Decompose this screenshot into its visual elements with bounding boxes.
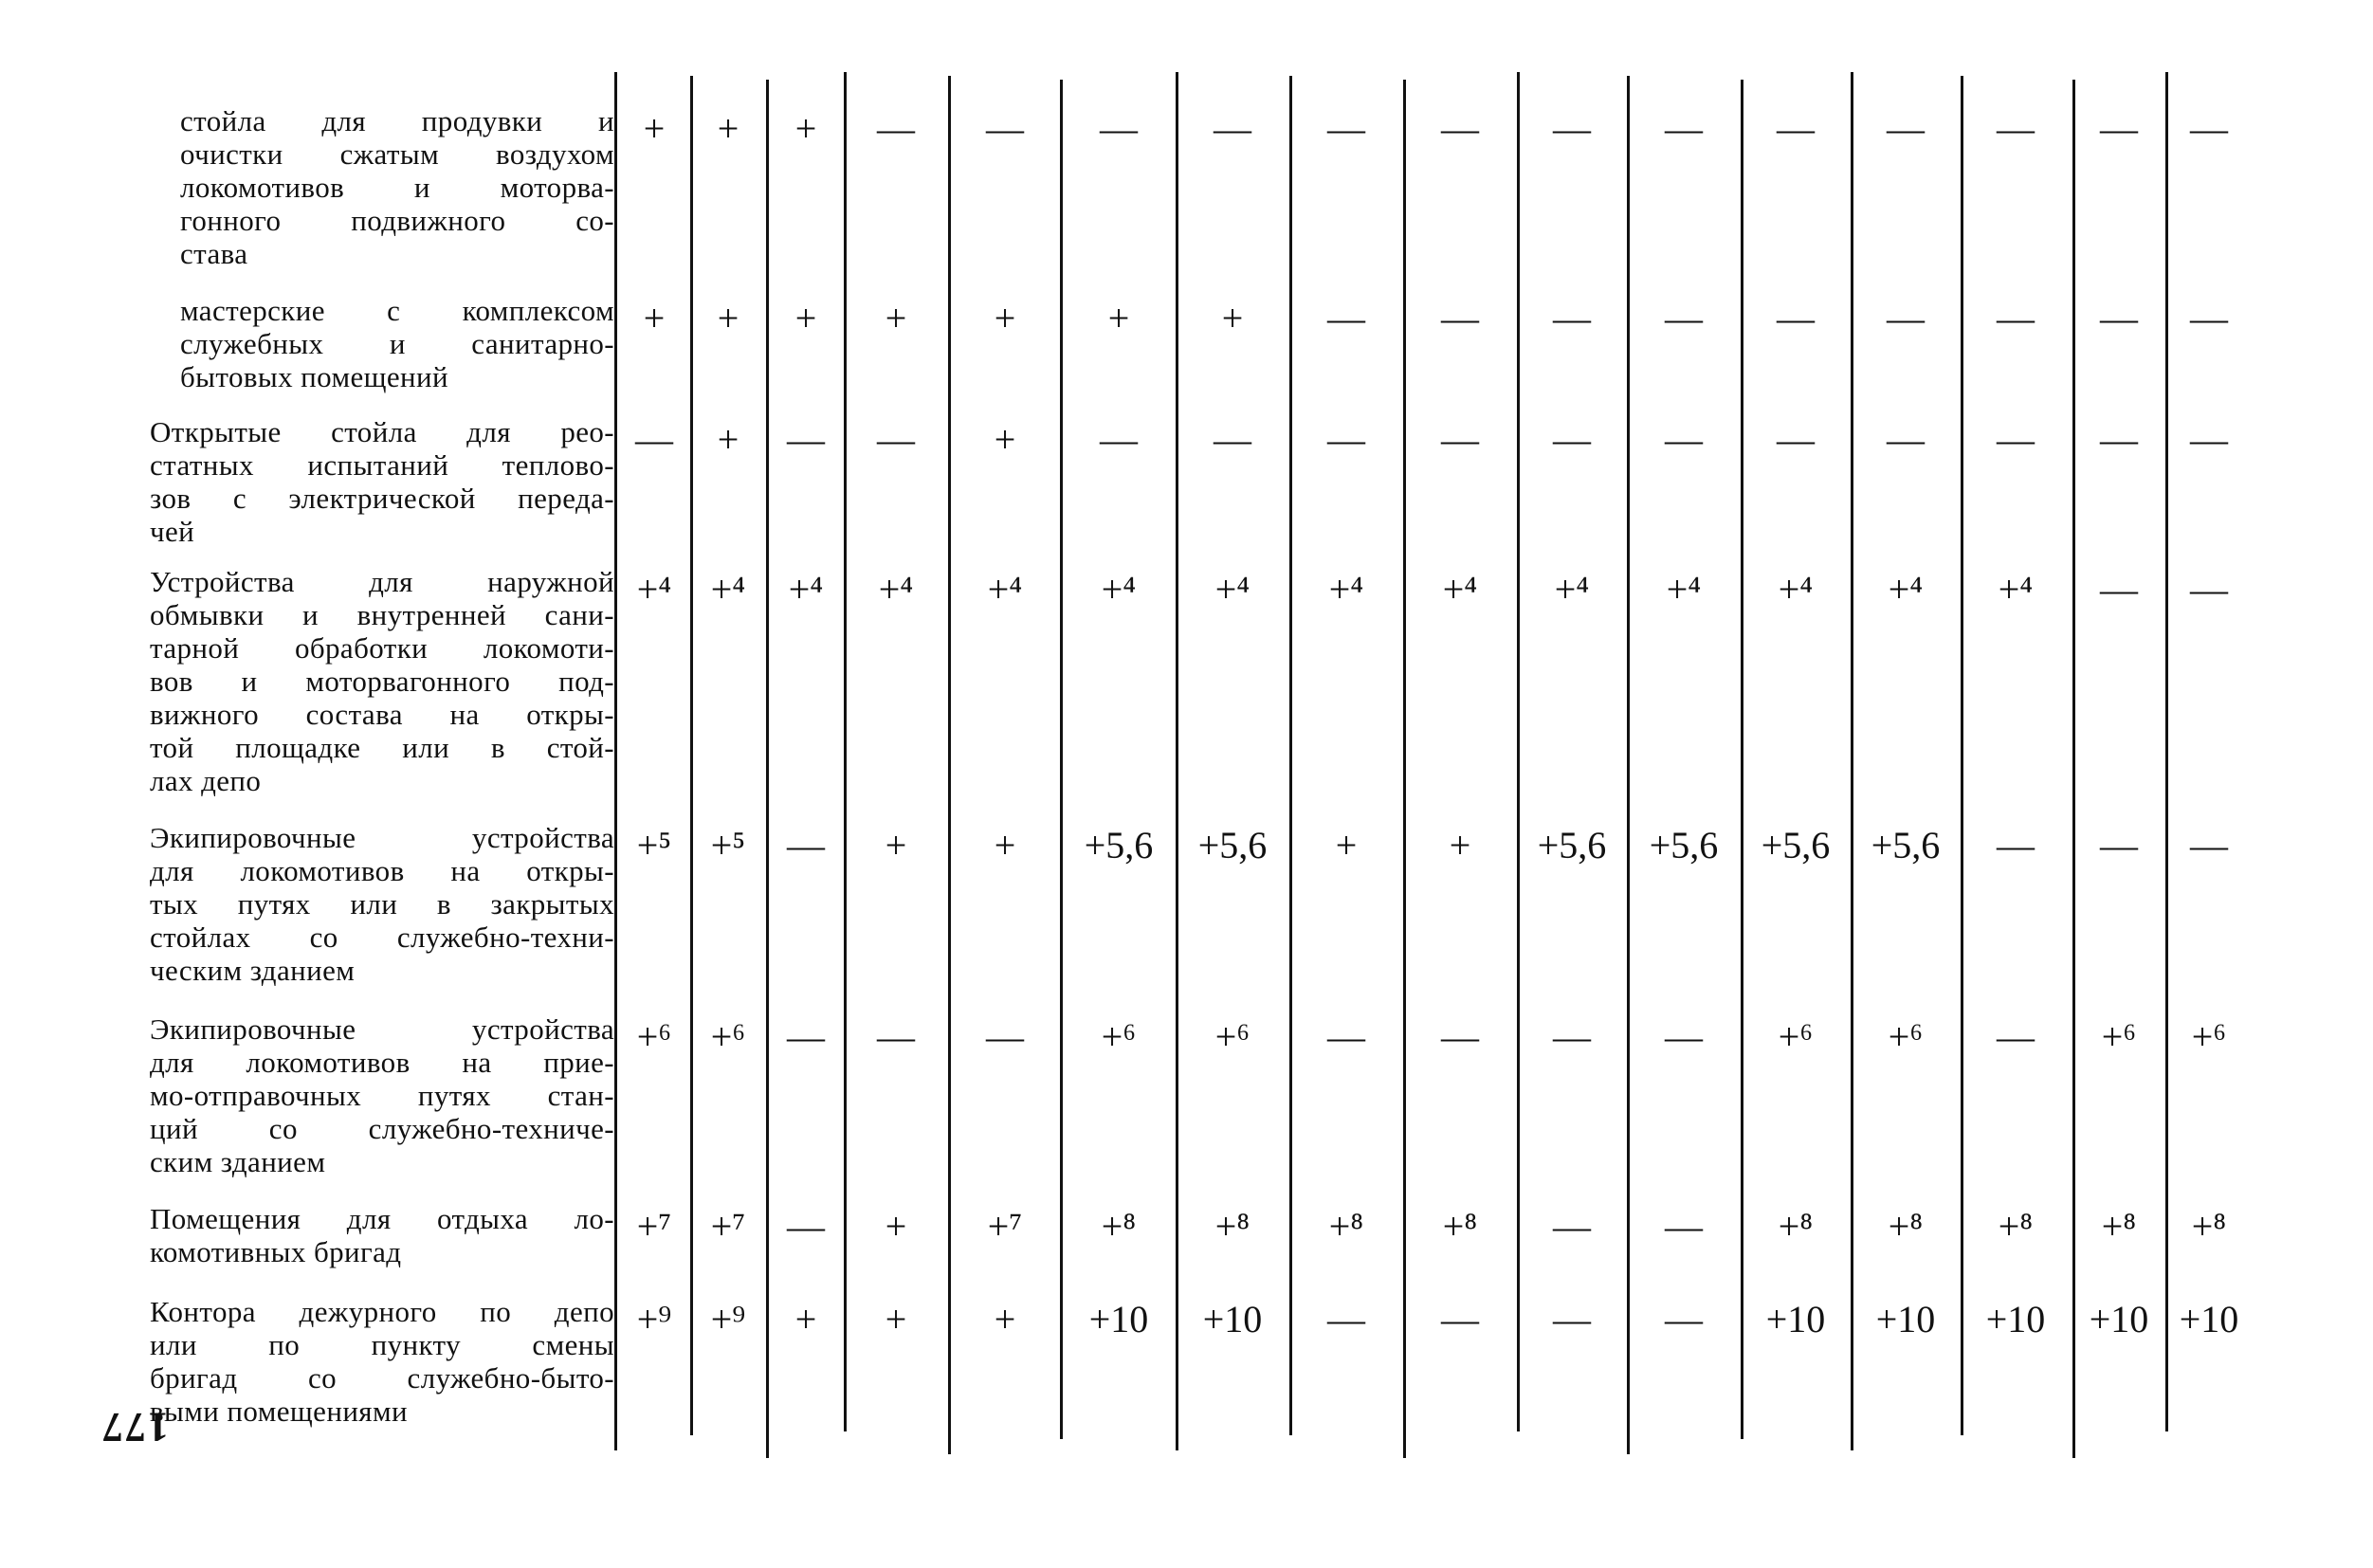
row-label-blow-stall — [180, 104, 614, 270]
table-cell: +⁸ — [1998, 1205, 2034, 1248]
row-label-line: обмывки и внутренней сани- — [150, 598, 614, 631]
table-cell: — — [2190, 824, 2228, 866]
table-cell: +5,6 — [1649, 824, 1719, 866]
row-label-rest-rooms — [150, 1202, 614, 1268]
table-cell: + — [1449, 824, 1471, 866]
table-cell: — — [986, 1015, 1024, 1058]
table-cell: — — [1327, 418, 1365, 461]
table-cell: — — [2190, 418, 2228, 461]
table-cell: +10 — [1088, 1298, 1149, 1340]
table-cell: + — [1221, 297, 1244, 339]
row-label-line: Открытые стойла для рео- — [150, 415, 614, 448]
table-cell: — — [2100, 418, 2138, 461]
table-cell: — — [1214, 107, 1251, 150]
row-label-line: Контора дежурного по депо — [150, 1295, 614, 1328]
table-cell: +⁶ — [710, 1015, 746, 1058]
row-label-line: тарной обработки локомоти- — [150, 631, 614, 665]
table-cell: — — [1327, 107, 1365, 150]
table-cell: — — [1553, 1205, 1591, 1248]
table-cell: +10 — [1875, 1298, 1936, 1340]
row-label-line: бытовых помещений — [180, 360, 449, 393]
column-rule — [2072, 80, 2075, 1458]
table-cell: +10 — [2179, 1298, 2239, 1340]
table-cell: — — [1997, 824, 2035, 866]
table-cell: +⁴ — [1214, 568, 1250, 611]
table-cell: — — [1665, 418, 1703, 461]
table-cell: +⁴ — [1778, 568, 1814, 611]
table-cell: +⁸ — [2101, 1205, 2137, 1248]
table-cell: +⁴ — [1888, 568, 1924, 611]
table-cell: — — [1665, 297, 1703, 339]
table-cell: +⁴ — [878, 568, 914, 611]
table-cell: — — [1887, 107, 1925, 150]
table-cell: +⁹ — [710, 1298, 746, 1340]
row-label-line: выми помещениями — [150, 1395, 408, 1428]
table-cell: — — [1327, 297, 1365, 339]
row-label-line: Помещения для отдыха ло- — [150, 1202, 614, 1235]
row-label-line: мастерские с комплексом — [180, 294, 614, 327]
table-cell: — — [787, 824, 825, 866]
column-rule — [1403, 80, 1406, 1458]
table-cell: +10 — [1202, 1298, 1263, 1340]
table-cell: — — [2190, 107, 2228, 150]
table-cell: +⁴ — [1442, 568, 1478, 611]
table-cell: +5,6 — [1197, 824, 1268, 866]
table-cell: +⁹ — [636, 1298, 672, 1340]
table-cell: + — [994, 418, 1016, 461]
row-label-line: служебных и санитарно- — [180, 327, 614, 360]
row-label-line: бригад со служебно-быто- — [150, 1361, 614, 1395]
column-rule — [948, 76, 951, 1454]
table-cell: — — [2100, 568, 2138, 611]
row-label-line: ским зданием — [150, 1145, 326, 1178]
table-cell: +⁴ — [1101, 568, 1137, 611]
table-cell: +⁶ — [636, 1015, 672, 1058]
table-cell: +⁶ — [1778, 1015, 1814, 1058]
table-cell: +⁸ — [1778, 1205, 1814, 1248]
table-cell: — — [1441, 297, 1479, 339]
row-label-line: гонного подвижного со- — [180, 204, 614, 237]
table-cell: +⁵ — [710, 824, 746, 866]
column-rule — [1060, 80, 1063, 1439]
table-cell: — — [986, 107, 1024, 150]
table-cell: — — [2190, 568, 2228, 611]
table-cell: +⁶ — [1888, 1015, 1924, 1058]
table-cell: — — [1327, 1298, 1365, 1340]
column-rule — [766, 80, 769, 1458]
table-cell: — — [1887, 418, 1925, 461]
table-cell: — — [1553, 1298, 1591, 1340]
row-label-line: Устройства для наружной — [150, 565, 614, 598]
row-label-line: Экипировочные устройства — [150, 821, 614, 854]
row-label-line: локомотивов и моторва- — [180, 171, 614, 204]
table-cell: +⁶ — [1101, 1015, 1137, 1058]
table-cell: — — [1997, 107, 2035, 150]
row-label-line: стойлах со служебно-техни- — [150, 921, 614, 954]
table-cell: + — [643, 107, 666, 150]
table-cell: — — [877, 418, 915, 461]
row-label-line: става — [180, 237, 248, 270]
row-label-line: Экипировочные устройства — [150, 1012, 614, 1046]
table-cell: + — [994, 1298, 1016, 1340]
row-label-line: ческим зданием — [150, 954, 356, 987]
table-cell: + — [794, 297, 817, 339]
table-cell: — — [1887, 297, 1925, 339]
row-label-workshops — [180, 294, 614, 393]
table-cell: +⁸ — [1888, 1205, 1924, 1248]
table-cell: +⁸ — [1328, 1205, 1364, 1248]
table-cell: — — [2100, 824, 2138, 866]
column-rule — [1627, 76, 1630, 1454]
table-cell: + — [717, 107, 739, 150]
table-cell: — — [787, 1205, 825, 1248]
table-cell: — — [1214, 418, 1251, 461]
table-cell: +⁴ — [788, 568, 824, 611]
table-cell: +⁸ — [2191, 1205, 2227, 1248]
page-number: 177 — [100, 1404, 169, 1450]
table-cell: +⁶ — [2191, 1015, 2227, 1058]
table-cell: — — [1997, 297, 2035, 339]
table-cell: +⁴ — [987, 568, 1023, 611]
table-cell: — — [1441, 1298, 1479, 1340]
table-cell: — — [1553, 297, 1591, 339]
table-cell: — — [2100, 297, 2138, 339]
column-rule — [1289, 76, 1292, 1435]
row-label-line: чей — [150, 515, 195, 548]
table-cell: +⁵ — [636, 824, 672, 866]
table-cell: + — [885, 1205, 907, 1248]
table-cell: + — [994, 297, 1016, 339]
table-cell: +⁷ — [710, 1205, 746, 1248]
table-cell: +5,6 — [1761, 824, 1831, 866]
row-label-line: тых путях или в закрытых — [150, 887, 614, 921]
table-cell: — — [1665, 107, 1703, 150]
table-cell: — — [1100, 418, 1138, 461]
table-cell: — — [1777, 418, 1815, 461]
table-cell: — — [1441, 1015, 1479, 1058]
row-label-line: вижного состава на откры- — [150, 698, 614, 731]
row-label-duty-office — [150, 1295, 614, 1428]
table-cell: + — [794, 1298, 817, 1340]
row-label-line: для локомотивов на откры- — [150, 854, 614, 887]
table-cell: +⁶ — [1214, 1015, 1250, 1058]
table-cell: — — [877, 107, 915, 150]
row-label-line: той площадке или в стой- — [150, 731, 614, 764]
row-label-line: мо-отправочных путях стан- — [150, 1079, 614, 1112]
table-cell: + — [717, 418, 739, 461]
table-cell: — — [635, 418, 673, 461]
table-cell: — — [1665, 1205, 1703, 1248]
table-cell: +⁶ — [2101, 1015, 2137, 1058]
table-cell: + — [794, 107, 817, 150]
table-cell: — — [1777, 107, 1815, 150]
table-cell: + — [885, 297, 907, 339]
table-cell: + — [885, 824, 907, 866]
row-label-line: очистки сжатым воздухом — [180, 137, 614, 171]
table-cell: + — [1107, 297, 1130, 339]
table-cell: +⁴ — [1554, 568, 1590, 611]
table-cell: +⁴ — [1328, 568, 1364, 611]
table-cell: — — [787, 418, 825, 461]
row-label-rheostat — [150, 415, 614, 548]
row-label-line: ций со служебно-техниче- — [150, 1112, 614, 1145]
table-cell: +10 — [1765, 1298, 1826, 1340]
table-cell: + — [885, 1298, 907, 1340]
row-label-line: комотивных бригад — [150, 1235, 402, 1268]
table-cell: +10 — [1985, 1298, 2046, 1340]
table-cell: — — [787, 1015, 825, 1058]
table-cell: +⁴ — [1666, 568, 1702, 611]
table-cell: — — [1777, 297, 1815, 339]
table-cell: — — [877, 1015, 915, 1058]
row-label-line: или по пункту смены — [150, 1328, 614, 1361]
table-cell: — — [1327, 1015, 1365, 1058]
table-cell: — — [1553, 107, 1591, 150]
table-cell: +5,6 — [1537, 824, 1607, 866]
table-cell: + — [994, 824, 1016, 866]
row-label-line: вов и моторвагонного под- — [150, 665, 614, 698]
row-label-washing — [150, 565, 614, 797]
table-cell: +⁸ — [1101, 1205, 1137, 1248]
table-cell: — — [1441, 107, 1479, 150]
table-cell: +⁴ — [636, 568, 672, 611]
column-rule — [1176, 72, 1178, 1450]
table-cell: — — [1665, 1015, 1703, 1058]
table-cell: +⁷ — [636, 1205, 672, 1248]
table-cell: +⁷ — [987, 1205, 1023, 1248]
table-cell: +⁴ — [1998, 568, 2034, 611]
row-label-line: для локомотивов на прие- — [150, 1046, 614, 1079]
table-cell: — — [1997, 418, 2035, 461]
row-label-line: статных испытаний теплово- — [150, 448, 614, 482]
table-cell: — — [1665, 1298, 1703, 1340]
table-cell: +⁸ — [1442, 1205, 1478, 1248]
table-cell: +⁴ — [710, 568, 746, 611]
table-cell: — — [1553, 1015, 1591, 1058]
table-cell: — — [1997, 1015, 2035, 1058]
row-label-equipment-station — [150, 1012, 614, 1178]
table-cell: +5,6 — [1871, 824, 1941, 866]
row-label-line: стойла для продувки и — [180, 104, 614, 137]
table-cell: + — [717, 297, 739, 339]
table-cell: +10 — [2089, 1298, 2149, 1340]
table-cell: — — [1441, 418, 1479, 461]
table-cell: — — [1553, 418, 1591, 461]
table-cell: — — [2190, 297, 2228, 339]
row-label-line: зов с электрической переда- — [150, 482, 614, 515]
table-cell: — — [1100, 107, 1138, 150]
table-cell: +5,6 — [1084, 824, 1154, 866]
table-cell: +⁸ — [1214, 1205, 1250, 1248]
table-cell: + — [1335, 824, 1358, 866]
table-cell: — — [2100, 107, 2138, 150]
table-cell: + — [643, 297, 666, 339]
row-label-equipment-open — [150, 821, 614, 987]
row-label-line: лах депо — [150, 764, 262, 797]
